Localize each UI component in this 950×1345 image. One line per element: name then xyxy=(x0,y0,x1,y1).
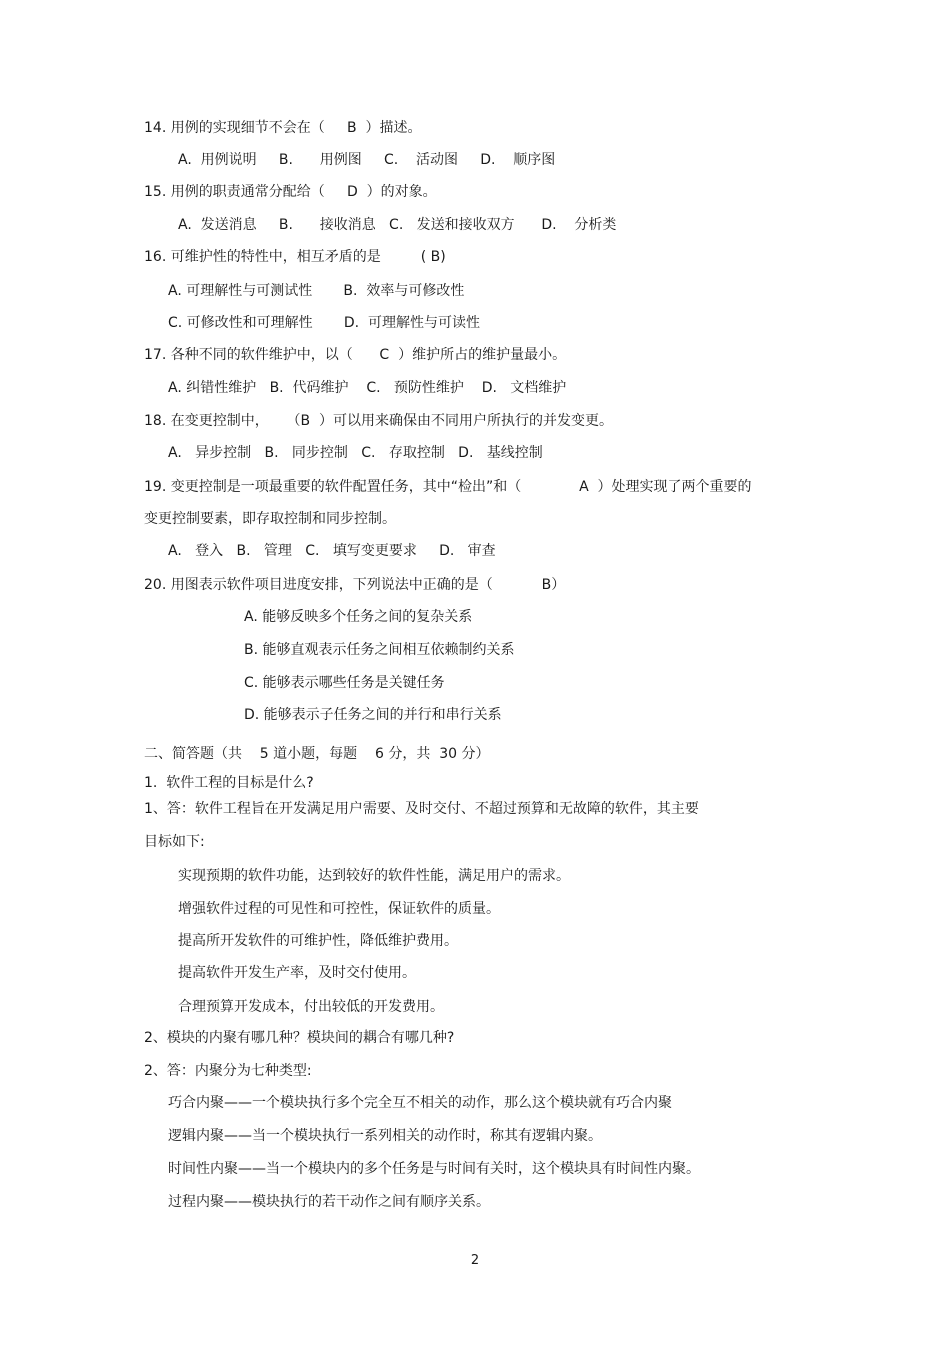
cohesion-type: 时间性内聚——当一个模块内的多个任务是与时间有关时，这个模块具有时间性内聚。 xyxy=(168,1161,700,1177)
question-17-options: A. 纠错性维护 B. 代码维护 C. 预防性维护 D. 文档维护 xyxy=(168,380,567,396)
goal-item: 增强软件过程的可见性和可控性，保证软件的质量。 xyxy=(178,901,500,917)
question-20-option-a: A. 能够反映多个任务之间的复杂关系 xyxy=(244,609,473,625)
question-20: 20. 用图表示软件项目进度安排，下列说法中正确的是（ B） xyxy=(144,577,566,593)
question-19-options: A. 登入 B. 管理 C. 填写变更要求 D. 审查 xyxy=(168,543,496,559)
question-20-option-d: D. 能够表示子任务之间的并行和串行关系 xyxy=(244,707,502,723)
cohesion-type: 逻辑内聚——当一个模块执行一系列相关的动作时，称其有逻辑内聚。 xyxy=(168,1128,602,1144)
goal-item: 提高所开发软件的可维护性，降低维护费用。 xyxy=(178,933,458,949)
question-18: 18. 在变更控制中， （B ）可以用来确保由不同用户所执行的并发变更。 xyxy=(144,413,614,429)
answer-1-continued: 目标如下: xyxy=(144,834,205,850)
section-heading: 二、简答题（共 5 道小题，每题 6 分，共 30 分） xyxy=(144,746,490,762)
page-number: 2 xyxy=(470,1253,480,1268)
question-15: 15. 用例的职责通常分配给（ D ）的对象。 xyxy=(144,184,437,200)
cohesion-type: 过程内聚——模块执行的若干动作之间有顺序关系。 xyxy=(168,1194,490,1210)
question-16: 16. 可维护性的特性中，相互矛盾的是 ( B) xyxy=(144,249,446,265)
question-18-options: A. 异步控制 B. 同步控制 C. 存取控制 D. 基线控制 xyxy=(168,445,543,461)
goal-item: 合理预算开发成本，付出较低的开发费用。 xyxy=(178,999,444,1015)
question-19-continued: 变更控制要素，即存取控制和同步控制。 xyxy=(144,511,396,527)
question-14-options: A. 用例说明 B. 用例图 C. 活动图 D. 顺序图 xyxy=(178,152,556,168)
short-question-2: 2、模块的内聚有哪几种？模块间的耦合有哪几种? xyxy=(144,1030,455,1046)
question-17: 17. 各种不同的软件维护中，以（ C ）维护所占的维护量最小。 xyxy=(144,347,567,363)
goal-item: 实现预期的软件功能，达到较好的软件性能，满足用户的需求。 xyxy=(178,868,570,884)
question-19: 19. 变更控制是一项最重要的软件配置任务，其中“检出”和（ A ）处理实现了两个重要的 xyxy=(144,479,752,495)
answer-2: 2、答：内聚分为七种类型: xyxy=(144,1063,312,1079)
question-14: 14. 用例的实现细节不会在（ B ）描述。 xyxy=(144,120,422,136)
answer-1: 1、答：软件工程旨在开发满足用户需要、及时交付、不超过预算和无故障的软件，其主要 xyxy=(144,801,699,817)
goal-item: 提高软件开发生产率，及时交付使用。 xyxy=(178,965,416,981)
cohesion-type: 巧合内聚——一个模块执行多个完全互不相关的动作，那么这个模块就有巧合内聚 xyxy=(168,1095,672,1111)
question-20-option-b: B. 能够直观表示任务之间相互依赖制约关系 xyxy=(244,642,515,658)
question-20-option-c: C. 能够表示哪些任务是关键任务 xyxy=(244,675,445,691)
question-16-options-cd: C. 可修改性和可理解性 D. 可理解性与可读性 xyxy=(168,315,480,331)
question-15-options: A. 发送消息 B. 接收消息 C. 发送和接收双方 D. 分析类 xyxy=(178,217,617,233)
short-question-1: 1. 软件工程的目标是什么? xyxy=(144,775,314,791)
question-16-options-ab: A. 可理解性与可测试性 B. 效率与可修改性 xyxy=(168,283,465,299)
